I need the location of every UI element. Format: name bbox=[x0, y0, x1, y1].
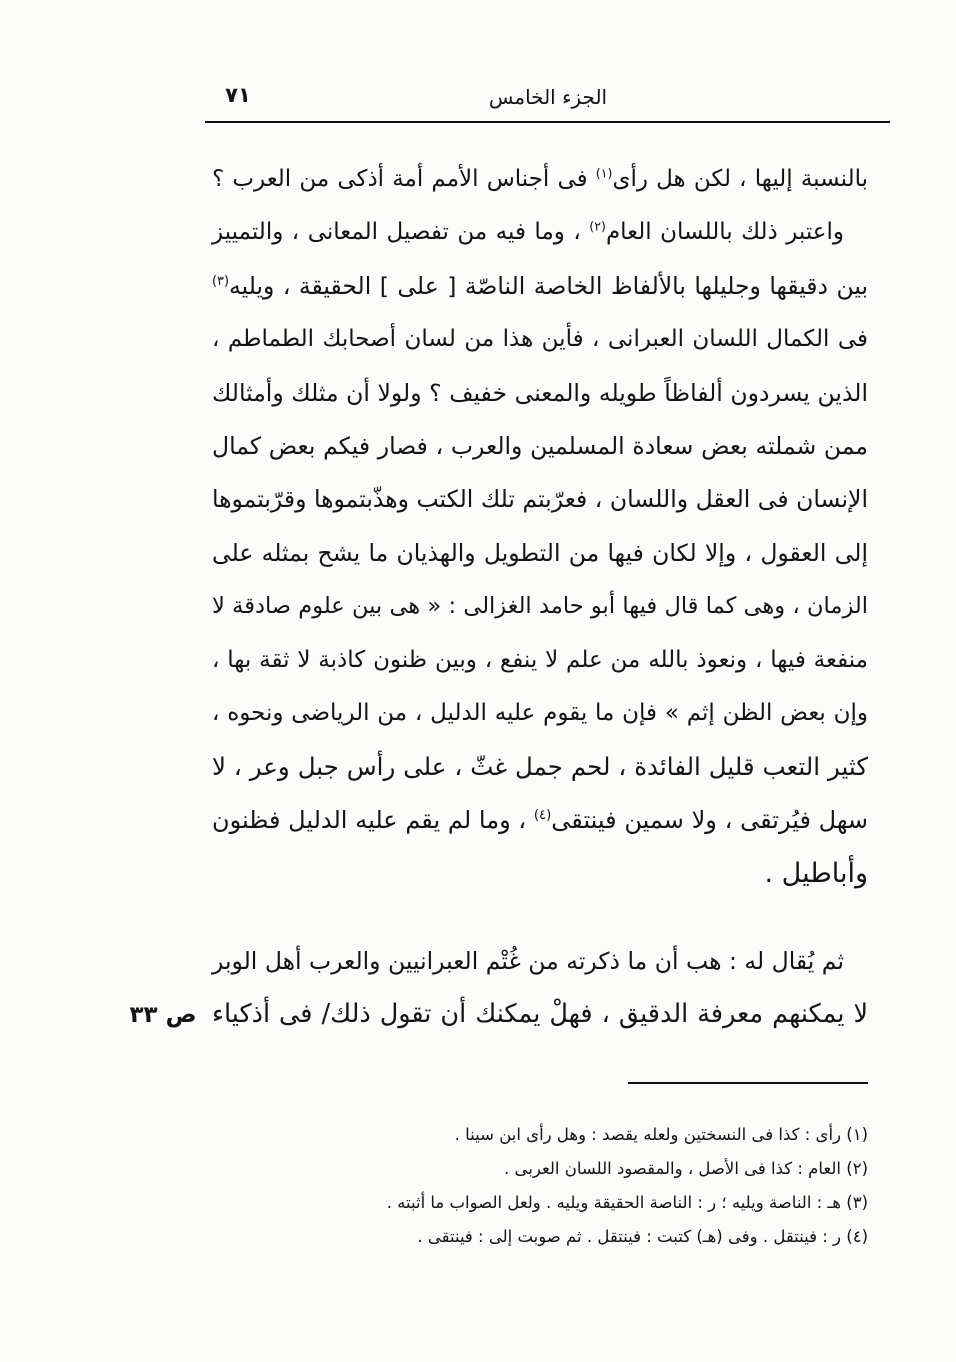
line-text: سهل فيُرتقى ، ولا سمين فينتقى bbox=[551, 805, 868, 834]
footnotes bbox=[212, 1118, 868, 1254]
line-text: واعتبر ذلك باللسان العام bbox=[605, 219, 844, 246]
margin-page-reference: ص ٣٣ bbox=[129, 1002, 197, 1028]
footnote-marker: (٢) bbox=[589, 218, 606, 234]
body-line: وإن بعض الظن إثم » فإن ما يقوم عليه الدليل ، من الرياضى ونحوه ، bbox=[212, 700, 868, 727]
body-line: ممن شملته بعض سعادة المسلمين والعرب ، فصار فيكم بعض كمال bbox=[212, 432, 868, 461]
body-line bbox=[212, 260, 868, 313]
footnote-marker: (٣) bbox=[212, 273, 230, 289]
footnote: (٤) ر : فينتقل . وفى (هـ) كتبت : فينتقل . ثم صوبت إلى : فينتقى . bbox=[417, 1227, 868, 1246]
body-line: منفعة فيها ، ونعوذ بالله من علم لا ينفع ، وبين ظنون كاذبة لا ثقة بها ، bbox=[212, 646, 868, 673]
body-line: الذين يسردون ألفاظاً طويله والمعنى خفيف ؟ ولولا أن مثلك وأمثالك bbox=[212, 378, 868, 407]
body-line: ثم يُقال له : هب أن ما ذكرته من غُتْم العبرانيين والعرب أهل الوبر bbox=[212, 947, 844, 975]
footnote-marker: (١) bbox=[595, 165, 613, 181]
body-line: إلى العقول ، وإلا لكان فيها من التطويل والهذيان ما يشح بمثله على bbox=[212, 538, 868, 567]
footnote-rule bbox=[628, 1082, 868, 1084]
footnote: (٢) العام : كذا فى الأصل ، والمقصود اللسان العربى . bbox=[504, 1159, 868, 1178]
body-line bbox=[212, 206, 868, 259]
footnote: (٣) هـ : الناصة ويليه ؛ ر : الناصة الحقيقة ويليه . ولعل الصواب ما أثبته . bbox=[386, 1193, 868, 1212]
line-text: ، وما لم يقم عليه الدليل فظنون bbox=[212, 805, 534, 834]
body-line: الإنسان فى العقل واللسان ، فعرّبتم تلك الكتب وهذّبتموها وقرّبتموها bbox=[212, 485, 868, 514]
header-rule bbox=[205, 121, 890, 123]
footnote-marker: (٤) bbox=[533, 807, 552, 823]
body-line bbox=[212, 153, 868, 206]
body-line: فى الكمال اللسان العبرانى ، فأين هذا من لسان أصحابك الطماطم ، bbox=[212, 326, 868, 353]
line-text: بين دقيقها وجليلها بالألفاظ الخاصة الناصّة [ على ] الحقيقة ، ويليه bbox=[229, 271, 868, 300]
body-line: كثير التعب قليل الفائدة ، لحم جمل غثّ ، على رأس جبل وعر ، لا bbox=[212, 752, 868, 782]
page-number: ٧١ bbox=[225, 83, 251, 107]
footnote: (١) رأى : كذا فى النسختين ولعله يقصد : وهل رأى ابن سينا . bbox=[454, 1125, 868, 1144]
body-line bbox=[212, 794, 868, 847]
body-line: لا يمكنهم معرفة الدقيق ، فهلْ يمكنك أن تقول ذلك/ فى أذكياء bbox=[212, 999, 868, 1030]
paragraph-2 bbox=[212, 935, 868, 1042]
line-text: ، وما فيه من تفصيل المعانى ، والتمييز bbox=[212, 219, 590, 246]
body-line: وأباطيل . bbox=[764, 858, 868, 890]
line-text: فى أجناس الأمم أمة أذكى من العرب ؟ bbox=[212, 166, 596, 192]
body-line: الزمان ، وهى كما قال فيها أبو حامد الغزالى : « هى بين علوم صادقة لا bbox=[212, 593, 868, 620]
line-text: بالنسبة إليها ، لكن هل رأى bbox=[612, 166, 868, 192]
paragraph-1 bbox=[212, 153, 868, 901]
running-header-title: الجزء الخامس bbox=[488, 85, 608, 109]
